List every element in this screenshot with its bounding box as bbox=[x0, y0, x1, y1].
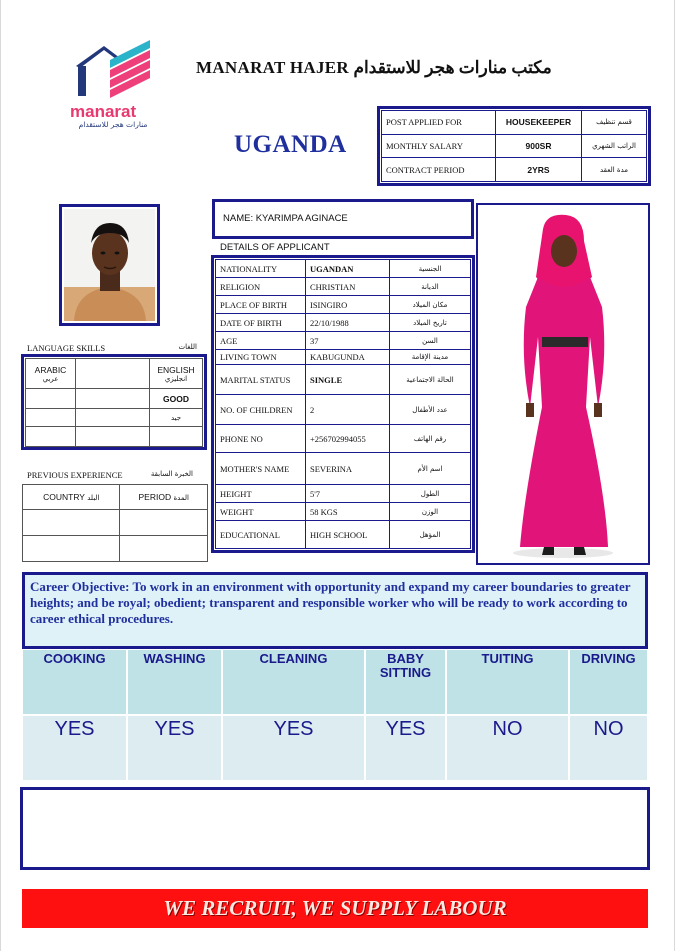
detail-row bbox=[216, 485, 471, 503]
post-ar: الراتب الشهري bbox=[582, 134, 647, 158]
detail-ar: السن bbox=[390, 332, 471, 350]
detail-value: 58 KGS bbox=[306, 503, 390, 521]
detail-ar: عدد الأطفال bbox=[390, 395, 471, 425]
lang-english-label: ENGLISH bbox=[157, 364, 195, 375]
detail-ar: مدينة الإقامة bbox=[390, 350, 471, 365]
detail-label: WEIGHT bbox=[216, 503, 306, 521]
headshot-photo bbox=[64, 209, 155, 321]
experience-heading bbox=[27, 470, 193, 480]
skill-value: YES bbox=[23, 716, 127, 780]
post-ar: مدة العقد bbox=[582, 158, 647, 182]
post-value: 2YRS bbox=[496, 158, 582, 182]
detail-ar: الديانة bbox=[390, 278, 471, 296]
detail-value: KABUGUNDA bbox=[306, 350, 390, 365]
skill-value: NO bbox=[447, 716, 569, 780]
career-objective-box bbox=[22, 572, 648, 649]
detail-ar: تاريخ الميلاد bbox=[390, 314, 471, 332]
exp-country-label: COUNTRY bbox=[43, 492, 85, 502]
post-value: HOUSEKEEPER bbox=[496, 111, 582, 135]
detail-value: 5'7 bbox=[306, 485, 390, 503]
detail-label: MARITAL STATUS bbox=[216, 365, 306, 395]
logo-house-icon bbox=[70, 38, 156, 98]
detail-value: ISINGIRO bbox=[306, 296, 390, 314]
language-heading-en: LANGUAGE SKILLS bbox=[27, 343, 106, 353]
post-table-frame bbox=[377, 106, 651, 186]
footer-banner bbox=[22, 889, 648, 928]
detail-row bbox=[216, 503, 471, 521]
detail-row bbox=[216, 314, 471, 332]
full-body-photo bbox=[480, 207, 646, 561]
notes-box bbox=[20, 787, 650, 870]
skill-value: YES bbox=[366, 716, 446, 780]
detail-label: DATE OF BIRTH bbox=[216, 314, 306, 332]
detail-ar: الحالة الاجتماعية bbox=[390, 365, 471, 395]
detail-row bbox=[216, 365, 471, 395]
language-table bbox=[25, 358, 203, 447]
detail-ar: الوزن bbox=[390, 503, 471, 521]
exp-period-header bbox=[120, 485, 208, 510]
detail-ar: مكان الميلاد bbox=[390, 296, 471, 314]
exp-period-ar: المدة bbox=[173, 494, 189, 502]
experience-heading-ar: الخبرة السابقة bbox=[150, 470, 193, 478]
skill-header: WASHING bbox=[128, 650, 222, 714]
detail-label: PLACE OF BIRTH bbox=[216, 296, 306, 314]
detail-row bbox=[216, 395, 471, 425]
detail-ar: الطول bbox=[390, 485, 471, 503]
lang-english-cell bbox=[150, 359, 203, 389]
skill-header: DRIVING bbox=[570, 650, 648, 714]
post-table bbox=[381, 110, 647, 182]
detail-value: 37 bbox=[306, 332, 390, 350]
detail-label: MOTHER'S NAME bbox=[216, 453, 306, 485]
applicant-name: NAME: KYARIMPA AGINACE bbox=[223, 213, 348, 224]
details-heading: DETAILS OF APPLICANT bbox=[220, 242, 330, 253]
country-title: UGANDA bbox=[234, 131, 347, 158]
detail-label: EDUCATIONAL bbox=[216, 521, 306, 549]
footer-banner-text: WE RECRUIT, WE SUPPLY LABOUR bbox=[163, 896, 507, 920]
lang-english-level: GOOD bbox=[150, 389, 203, 409]
post-row bbox=[382, 158, 647, 182]
detail-row bbox=[216, 332, 471, 350]
skill-header: CLEANING bbox=[223, 650, 365, 714]
detail-value: SEVERINA bbox=[306, 453, 390, 485]
post-value: 900SR bbox=[496, 134, 582, 158]
language-heading bbox=[27, 343, 197, 353]
detail-ar: الجنسية bbox=[390, 260, 471, 278]
lang-arabic-level bbox=[76, 359, 150, 389]
skill-header: TUITING bbox=[447, 650, 569, 714]
logo-word: manarat bbox=[70, 102, 137, 121]
lang-arabic-cell bbox=[26, 359, 76, 389]
skill-value: NO bbox=[570, 716, 648, 780]
details-table bbox=[215, 259, 471, 549]
detail-ar: المؤهل bbox=[390, 521, 471, 549]
detail-label: HEIGHT bbox=[216, 485, 306, 503]
lang-arabic-label: ARABIC bbox=[34, 364, 67, 375]
detail-value: UGANDAN bbox=[306, 260, 390, 278]
career-objective-label: Career Objective: bbox=[30, 579, 130, 594]
post-label: MONTHLY SALARY bbox=[382, 134, 496, 158]
detail-value: 2 bbox=[306, 395, 390, 425]
detail-row bbox=[216, 278, 471, 296]
skill-header: BABY SITTING bbox=[366, 650, 446, 714]
detail-value: 22/10/1988 bbox=[306, 314, 390, 332]
detail-label: PHONE NO bbox=[216, 425, 306, 453]
post-label: CONTRACT PERIOD bbox=[382, 158, 496, 182]
company-title: MANARAT HAJER مكتب منارات هجر للاستقدام bbox=[196, 58, 552, 77]
detail-value: SINGLE bbox=[306, 365, 390, 395]
detail-row bbox=[216, 296, 471, 314]
headshot-photo-frame bbox=[59, 204, 160, 326]
experience-heading-en: PREVIOUS EXPERIENCE bbox=[27, 470, 123, 480]
name-box bbox=[212, 199, 474, 239]
post-row bbox=[382, 111, 647, 135]
company-logo bbox=[70, 38, 156, 130]
lang-arabic-ar: عربي bbox=[42, 374, 59, 383]
detail-label: NO. OF CHILDREN bbox=[216, 395, 306, 425]
exp-country-ar: البلد bbox=[87, 494, 100, 502]
detail-label: NATIONALITY bbox=[216, 260, 306, 278]
exp-period-label: PERIOD bbox=[138, 492, 172, 502]
skill-value: YES bbox=[128, 716, 222, 780]
detail-value: +256702994055 bbox=[306, 425, 390, 453]
detail-value: HIGH SCHOOL bbox=[306, 521, 390, 549]
detail-row bbox=[216, 425, 471, 453]
language-heading-ar: اللغات bbox=[178, 343, 197, 351]
detail-row bbox=[216, 350, 471, 365]
full-body-photo-frame bbox=[476, 203, 650, 565]
detail-label: AGE bbox=[216, 332, 306, 350]
detail-row bbox=[216, 260, 471, 278]
lang-english-ar: انجليزي bbox=[164, 374, 188, 383]
post-ar: قسم تنظيف bbox=[582, 111, 647, 135]
skill-header: COOKING bbox=[23, 650, 127, 714]
detail-ar: اسم الأم bbox=[390, 453, 471, 485]
post-row bbox=[382, 134, 647, 158]
detail-row bbox=[216, 453, 471, 485]
career-objective-text: To work in an environment with opportunity and expand my career boundaries to greater heights; and be royal; obedient; transparent and responsible worker who will be ready to work according to career ethical procedures. bbox=[30, 579, 631, 626]
post-label: POST APPLIED FOR bbox=[382, 111, 496, 135]
detail-ar: رقم الهاتف bbox=[390, 425, 471, 453]
skill-value: YES bbox=[223, 716, 365, 780]
detail-label: LIVING TOWN bbox=[216, 350, 306, 365]
logo-arabic: منارات هجر للاستقدام bbox=[78, 120, 148, 129]
detail-value: CHRISTIAN bbox=[306, 278, 390, 296]
skills-table bbox=[22, 650, 649, 780]
exp-country-header bbox=[23, 485, 120, 510]
lang-english-level-ar: جيد bbox=[150, 409, 203, 427]
language-table-frame bbox=[21, 354, 207, 450]
detail-row bbox=[216, 521, 471, 549]
detail-label: RELIGION bbox=[216, 278, 306, 296]
experience-table bbox=[22, 484, 208, 562]
details-table-frame bbox=[211, 255, 475, 553]
